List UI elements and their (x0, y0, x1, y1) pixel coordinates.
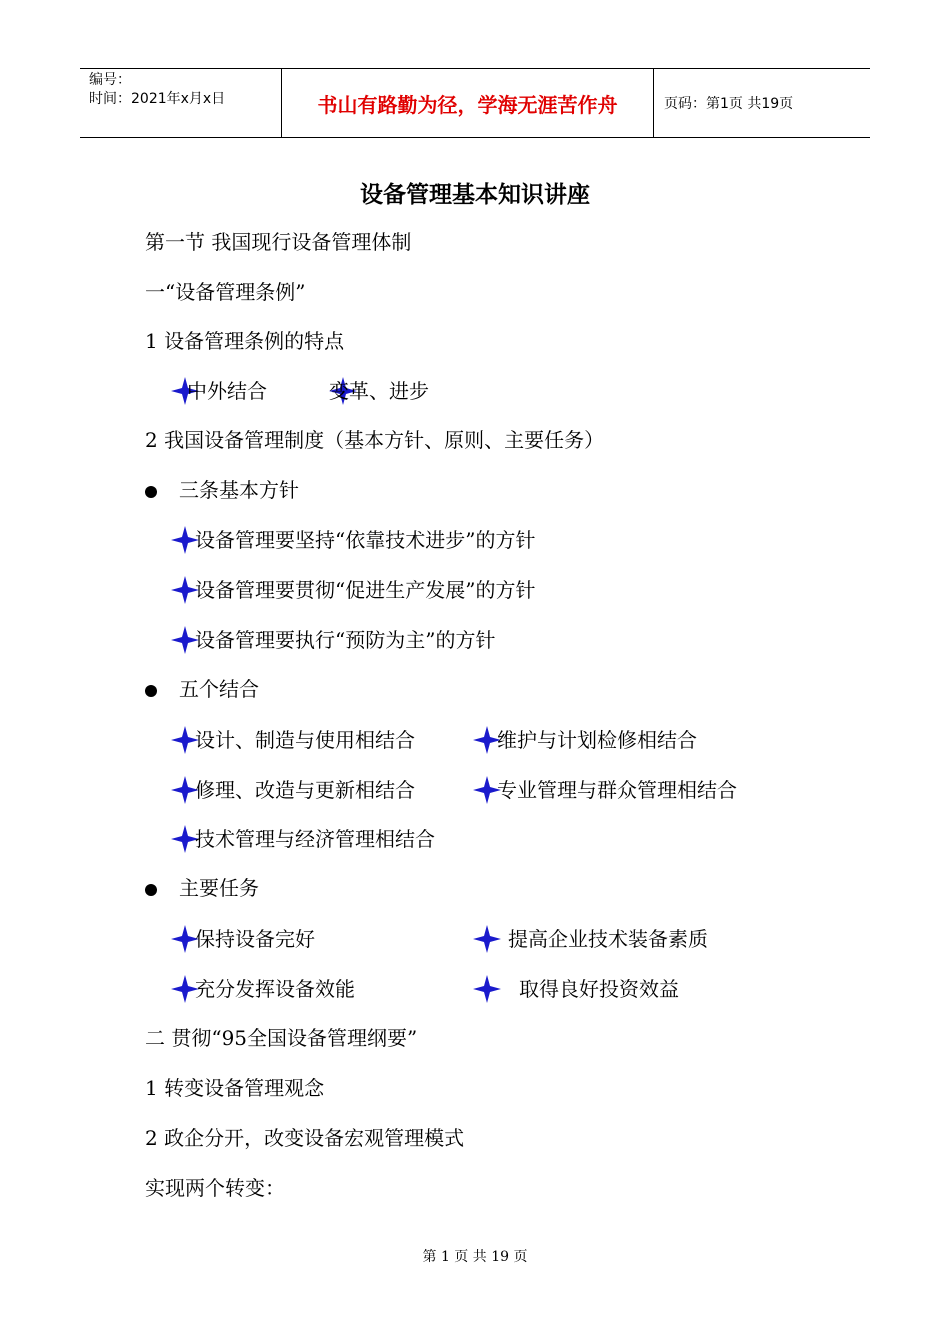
page-footer: 第 1 页 共 19 页 (422, 1249, 528, 1265)
part-heading-one: 一“设备管理条例” (145, 280, 306, 304)
task-1: 保持设备完好 (195, 927, 315, 951)
feature-a: 中外结合 (187, 379, 267, 403)
part-heading-two: 二 贯彻“95全国设备管理纲要” (145, 1026, 418, 1050)
page-header (80, 68, 870, 138)
bullet-label: 三条基本方针 (179, 478, 299, 502)
policy-3: 设备管理要执行“预防为主”的方针 (195, 628, 496, 652)
bullet-label: 五个结合 (179, 677, 259, 701)
policy-2: 设备管理要贯彻“促进生产发展”的方针 (195, 578, 536, 602)
item-2-2: 2 政企分开，改变设备宏观管理模式 (145, 1126, 465, 1150)
header-meta (80, 69, 282, 137)
four-point-star-icon (473, 975, 501, 1003)
four-point-star-icon (473, 925, 501, 953)
combination-5: 技术管理与经济管理相结合 (195, 827, 435, 851)
combination-2: 维护与计划检修相结合 (497, 728, 697, 752)
task-2: 提高企业技术装备素质 (508, 927, 708, 951)
combination-1: 设计、制造与使用相结合 (195, 728, 415, 752)
item-1: 1 设备管理条例的特点 (145, 329, 345, 353)
item-2: 2 我国设备管理制度（基本方针、原则、主要任务） (145, 428, 605, 452)
item-2-3: 实现两个转变： (145, 1176, 285, 1200)
bullet-dot-icon (145, 685, 157, 697)
task-4: 取得良好投资效益 (519, 977, 679, 1001)
combination-4: 专业管理与群众管理相结合 (497, 778, 737, 802)
feature-b: 变革、进步 (329, 379, 429, 403)
bullet-dot-icon (145, 884, 157, 896)
section-heading: 第一节 我国现行设备管理体制 (145, 230, 412, 254)
bullet-tasks (145, 874, 259, 902)
number-label: 编号： (89, 72, 131, 88)
combination-3: 修理、改造与更新相结合 (195, 778, 415, 802)
item-2-1: 1 转变设备管理观念 (145, 1076, 325, 1100)
document-title: 设备管理基本知识讲座 (360, 182, 590, 208)
task-3: 充分发挥设备效能 (195, 977, 355, 1001)
bullet-combinations (145, 675, 259, 703)
bullet-label: 主要任务 (179, 876, 259, 900)
bullet-policies (145, 476, 299, 504)
bullet-dot-icon (145, 486, 157, 498)
header-motto: 书山有路勤为径，学海无涯苦作舟 (282, 69, 654, 137)
date-label: 时间：2021年x月x日 (89, 91, 226, 107)
policy-1: 设备管理要坚持“依靠技术进步”的方针 (195, 528, 536, 552)
header-page-number: 页码：第1页 共19页 (664, 96, 794, 112)
